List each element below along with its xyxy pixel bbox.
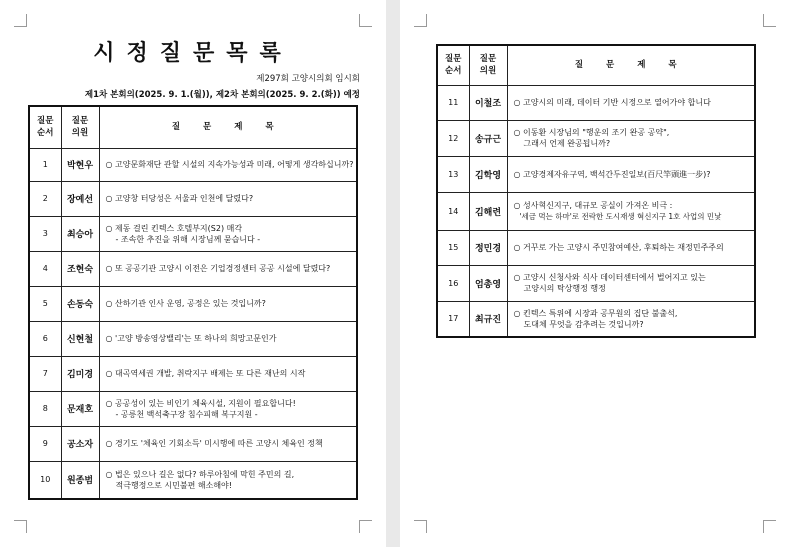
row-number: 10 (29, 461, 61, 499)
member-name: 신현철 (61, 321, 99, 356)
question-title (507, 85, 755, 120)
question-title (99, 391, 357, 426)
question-line-2: 적극행정으로 시민불편 해소해야! (115, 480, 232, 490)
question-table-right (436, 44, 756, 338)
member-name: 송규근 (469, 120, 507, 156)
question-title (99, 356, 357, 391)
member-name: 문재호 (61, 391, 99, 426)
question-title (507, 301, 755, 337)
row-number: 11 (437, 85, 469, 120)
member-name: 정민경 (469, 230, 507, 265)
member-name: 최규진 (469, 301, 507, 337)
document-page-left (0, 0, 386, 547)
row-number: 12 (437, 120, 469, 156)
question-line-1: ○ 고양창 터당성은 서울과 인천에 달렸다? (105, 194, 254, 203)
row-number: 1 (29, 148, 61, 181)
question-title (507, 192, 755, 230)
question-title (507, 265, 755, 301)
col-header-order: 질문 순서 (437, 45, 469, 85)
table-row (29, 216, 357, 251)
question-line-2: 고양시의 탁상행정 행정 (523, 284, 606, 293)
row-number: 9 (29, 426, 61, 461)
col-header-order: 질문 순서 (29, 106, 61, 148)
crop-mark (763, 520, 776, 533)
col-header-title: 질 문 제 목 (507, 45, 755, 85)
member-name: 조현숙 (61, 251, 99, 286)
question-table-left (28, 105, 358, 500)
row-number: 6 (29, 321, 61, 356)
question-title (99, 148, 357, 181)
crop-mark (359, 520, 372, 533)
question-title (99, 251, 357, 286)
document-page-right (400, 0, 790, 547)
question-line-1: ○ 또 공공기관 고양시 이전은 기업경정센터 공공 시설에 달렸다? (105, 264, 331, 273)
table-row (437, 156, 755, 192)
member-name: 최승아 (61, 216, 99, 251)
col-header-member: 질문 의원 (61, 106, 99, 148)
document-title: 시정질문목록 (93, 40, 293, 66)
row-number: 16 (437, 265, 469, 301)
question-title (99, 286, 357, 321)
row-number: 7 (29, 356, 61, 391)
member-name: 이철조 (469, 85, 507, 120)
crop-mark (359, 14, 372, 27)
row-number: 8 (29, 391, 61, 426)
table-row (29, 181, 357, 216)
member-name: 김미경 (61, 356, 99, 391)
question-line-1: ○ 고양시 신청사와 식사 데이터센터에서 벌어지고 있는 (513, 273, 706, 282)
question-line-1: ○ 대곡역세권 개발, 취락지구 배제는 또 다른 재난의 시작 (105, 369, 306, 378)
row-number: 4 (29, 251, 61, 286)
table-row (29, 251, 357, 286)
col-header-title: 질 문 제 목 (99, 106, 357, 148)
question-line-2: 도대체 무엇을 감추려는 것입니까? (523, 319, 644, 329)
question-title (99, 181, 357, 216)
question-line-1: ○ 공공성이 있는 비인기 체육시설, 지원이 필요합니다! (105, 398, 296, 408)
question-line-1: ○ 고양경제자유구역, 백석간두진일보(百尺竿頭進一步)? (513, 169, 711, 179)
table-row (29, 148, 357, 181)
question-line-1: ○ 경기도 '체육인 기회소득' 미시행에 따른 고양시 체육인 정책 (105, 439, 323, 448)
schedule-line: 제1차 본회의(2025. 9. 1.(월)), 제2차 본회의(2025. 9. 2.(화)) 예정 (84, 90, 360, 100)
question-title (99, 216, 357, 251)
table-row (437, 85, 755, 120)
question-line-1: ○ '고양 방송영상밸리'는 또 하나의 희망고문인가 (105, 334, 277, 343)
member-name: 박현우 (61, 148, 99, 181)
question-line-1: ○ 산하기관 인사 운영, 공정은 있는 것입니까? (105, 299, 266, 308)
table-row (29, 391, 357, 426)
row-number: 5 (29, 286, 61, 321)
row-number: 2 (29, 181, 61, 216)
member-name: 공소자 (61, 426, 99, 461)
question-line-1: ○ 킨텍스 특위에 시장과 공무원의 집단 불출석, (513, 308, 678, 318)
question-title (99, 321, 357, 356)
crop-mark (414, 520, 427, 533)
member-name: 엄총영 (469, 265, 507, 301)
table-header-row (29, 106, 357, 148)
table-row (29, 426, 357, 461)
question-line-1: ○ 고양문화재단 관할 시설의 지속가능성과 미래, 어떻게 생각하십니까? (105, 160, 354, 169)
table-row (437, 301, 755, 337)
member-name: 손동숙 (61, 286, 99, 321)
question-line-2: '세금 먹는 하마'로 전락한 도시재생 혁신지구 1호 사업의 민낯 (519, 212, 722, 221)
question-line-2: 그래서 언제 완공됩니까? (523, 139, 611, 148)
table-row (29, 356, 357, 391)
question-line-1: ○ 거꾸로 가는 고양시 주민참여예산, 후퇴하는 재정민주주의 (513, 243, 724, 252)
row-number: 3 (29, 216, 61, 251)
row-number: 15 (437, 230, 469, 265)
member-name: 원종범 (61, 461, 99, 499)
table-row (437, 265, 755, 301)
member-name: 김학영 (469, 156, 507, 192)
question-line-2: - 조속한 추진을 위해 시장님께 묻습니다 - (115, 234, 261, 244)
question-title (507, 230, 755, 265)
session-line: 제297회 고양시의회 임시회 (256, 74, 360, 84)
question-line-1: ○ 이동환 시장님의 "행운의 조기 완공 공약", (513, 128, 670, 137)
table-row (29, 461, 357, 499)
question-line-1: ○ 법은 있으나 길은 없다? 하루아침에 막힌 주민의 길, (105, 469, 295, 479)
table-row (29, 321, 357, 356)
question-line-2: - 공릉천 백석축구장 침수피해 복구지원 - (115, 409, 258, 419)
question-title (507, 156, 755, 192)
crop-mark (414, 14, 427, 27)
question-title (99, 426, 357, 461)
table-row (29, 286, 357, 321)
member-name: 김해련 (469, 192, 507, 230)
col-header-member: 질문 의원 (469, 45, 507, 85)
crop-mark (763, 14, 776, 27)
question-line-1: ○ 성사혁신지구, 대규모 공실이 가져온 비극 : (513, 201, 673, 210)
row-number: 14 (437, 192, 469, 230)
question-title (99, 461, 357, 499)
crop-mark (14, 520, 27, 533)
row-number: 13 (437, 156, 469, 192)
table-row (437, 230, 755, 265)
question-line-1: ○ 제동 걸린 킨텍스 호텔부지(S2) 매각 (105, 223, 243, 233)
question-line-1: ○ 고양시의 미래, 데이터 기반 시정으로 열어가야 합니다 (513, 98, 711, 107)
table-row (437, 120, 755, 156)
member-name: 장예선 (61, 181, 99, 216)
table-row (437, 192, 755, 230)
crop-mark (14, 14, 27, 27)
question-title (507, 120, 755, 156)
row-number: 17 (437, 301, 469, 337)
table-header-row (437, 45, 755, 85)
